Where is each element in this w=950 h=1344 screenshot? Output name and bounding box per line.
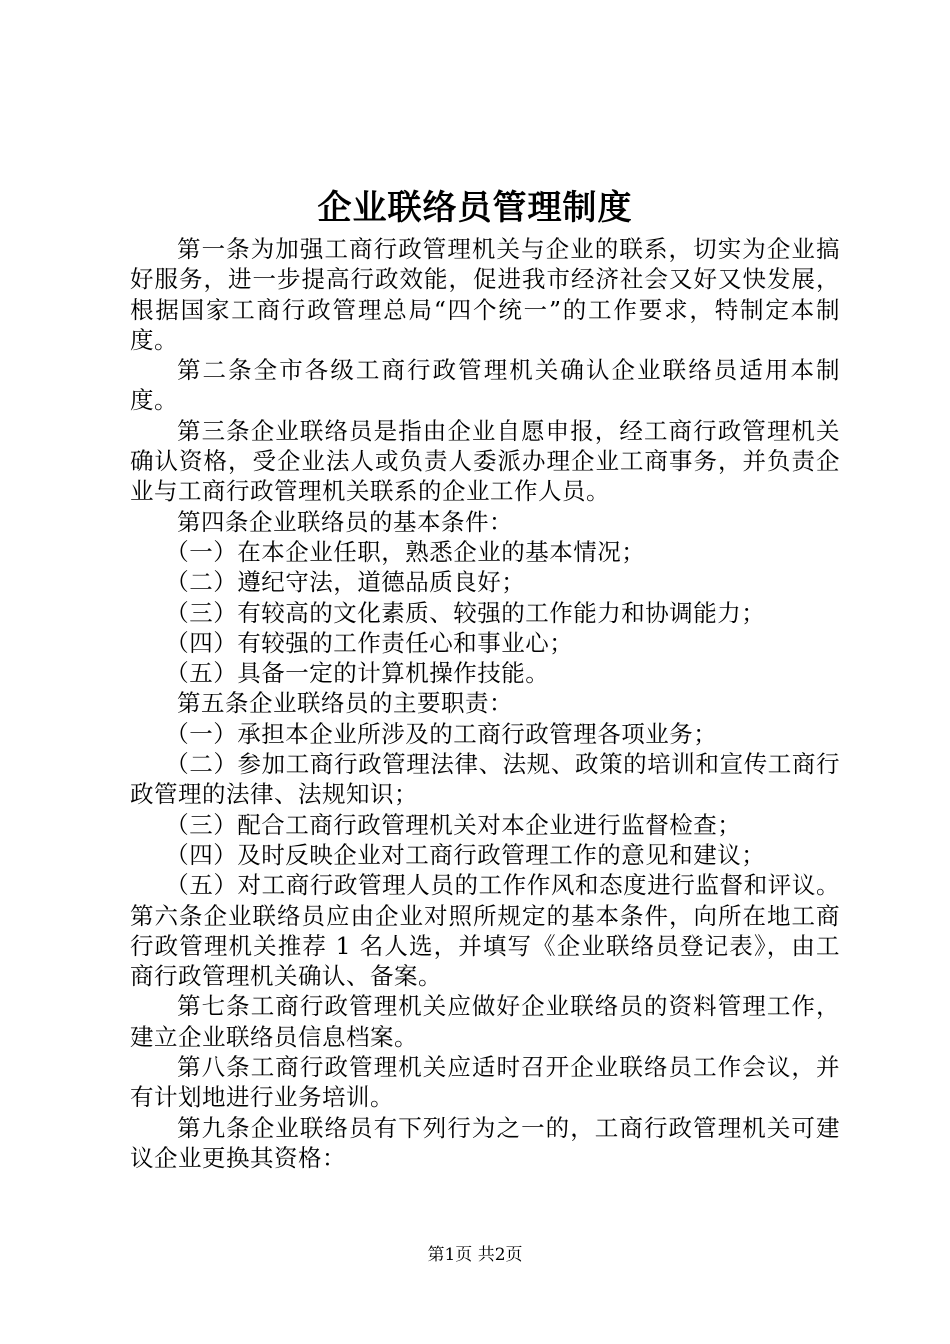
article-4-item-3: （三）有较高的文化素质、较强的工作能力和协调能力； [165, 598, 766, 627]
document-body [130, 234, 840, 1173]
article-4-item-2: （二）遵纪守法，道德品质良好； [165, 568, 526, 597]
article-8: 第八条工商行政管理机关应适时召开企业联络员工作会议，并有计划地进行业务培训。 [130, 1053, 840, 1112]
article-4-item-1: （一）在本企业任职，熟悉企业的基本情况； [165, 537, 646, 566]
article-9: 第九条企业联络员有下列行为之一的，工商行政管理机关可建议企业更换其资格： [130, 1113, 840, 1172]
page-footer: 第1页 共2页 [427, 1245, 523, 1265]
article-5-item-5: （五）对工商行政管理人员的工作作风和态度进行监督和评议。第六条企业联络员应由企业对照所规定的基本条件，向所在地工商行政管理机关推荐 1 名人选，并填写《企业联络员登记表》，由工商行政管理机关确认、备案。 [130, 871, 840, 991]
document-title: 企业联络员管理制度 [317, 188, 633, 228]
article-7: 第七条工商行政管理机关应做好企业联络员的资料管理工作，建立企业联络员信息档案。 [130, 992, 840, 1051]
article-5-item-4: （四）及时反映企业对工商行政管理工作的意见和建议； [165, 840, 766, 869]
article-4: 第四条企业联络员的基本条件： [177, 507, 513, 536]
article-4-item-4: （四）有较强的工作责任心和事业心； [165, 628, 574, 657]
article-5-item-2: （二）参加工商行政管理法律、法规、政策的培训和宣传工商行政管理的法律、法规知识； [130, 750, 840, 809]
article-2: 第二条全市各级工商行政管理机关确认企业联络员适用本制度。 [130, 356, 840, 415]
article-3: 第三条企业联络员是指由企业自愿申报，经工商行政管理机关确认资格，受企业法人或负责人委派办理企业工商事务，并负责企业与工商行政管理机关联系的企业工作人员。 [130, 416, 840, 506]
article-5-item-3: （三）配合工商行政管理机关对本企业进行监督检查； [165, 810, 742, 839]
article-4-item-5: （五）具备一定的计算机操作技能。 [165, 659, 550, 688]
article-5-item-1: （一）承担本企业所涉及的工商行政管理各项业务； [165, 719, 718, 748]
article-1: 第一条为加强工商行政管理机关与企业的联系，切实为企业搞好服务，进一步提高行政效能，促进我市经济社会又好又快发展，根据国家工商行政管理总局“四个统一”的工作要求，特制定本制度。 [130, 235, 840, 354]
article-5: 第五条企业联络员的主要职责： [177, 689, 513, 718]
